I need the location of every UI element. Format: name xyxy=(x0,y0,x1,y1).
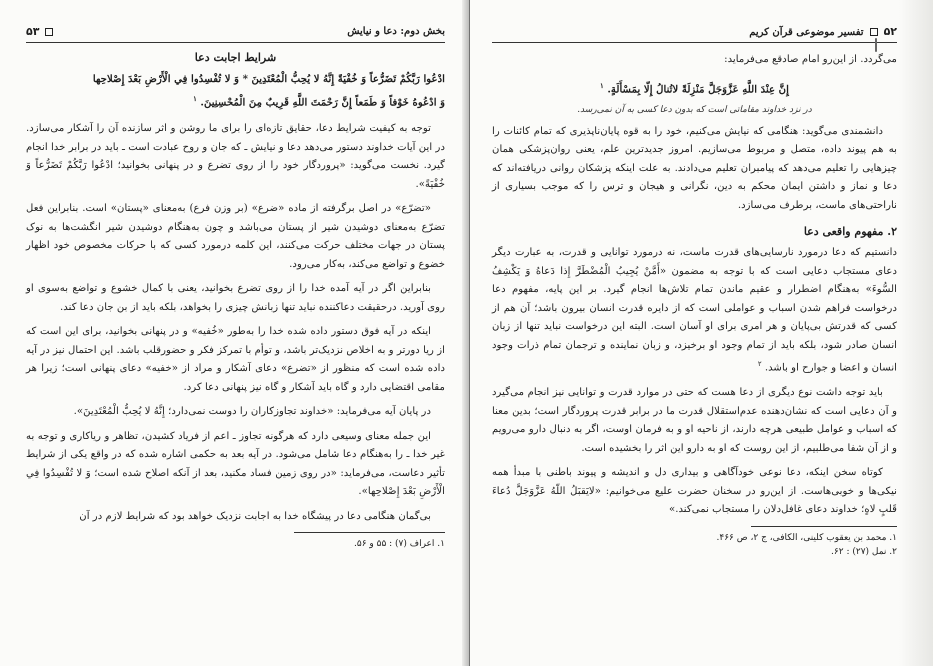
right-section-title: ۲. مفهوم واقعی دعا xyxy=(803,225,897,239)
left-paragraph-6: این جمله معنای وسیعی دارد که هرگونه تجاوز ـ اعم از فریاد کشیدن، تظاهر و ریاکاری و توجه به غیر خدا ـ را به‌هنگام دعا شامل می‌شود. در آیه بعد به حکمی اشاره شده که در واقع یکی از شرایط تأثیر دعاست، می‌فرماید: «در روی زمین فساد مکنید، بعد از آنکه اصلاح شده است؛ وَ لا تُفْسِدُوا فِي الْأَرْضِ بَعْدَ إِصْلاحِها». xyxy=(26,430,445,498)
left-header-title xyxy=(347,26,445,37)
page-edge-shadow xyxy=(899,0,933,666)
left-body-text xyxy=(26,120,445,526)
right-footnote-2: ۲. نمل (۲۷) : ۶۲. xyxy=(831,546,897,557)
right-footnotes xyxy=(492,531,897,559)
left-paragraph-7: بی‌گمان هنگامی دعا در پیشگاه خدا به اجابت نزدیک خواهد بود که شرایط لازم در آن xyxy=(79,510,431,522)
right-hadith-footnote-marker: ۱ xyxy=(600,80,604,90)
right-hadith-translation: در نزد خداوند مقاماتی است که بدون دعا کسی به آن نمی‌رسد. xyxy=(577,104,812,115)
right-hadith xyxy=(492,76,897,99)
left-section-title: شرایط اجابت دعا xyxy=(194,51,277,64)
right-intro xyxy=(492,51,897,70)
right-paragraph-2: دانستیم که دعا درمورد نارسایی‌های قدرت ماست، نه درمورد توانایی و قدرت، به عبارت دیگر دعای مستجاب دعایی است که با توجه به مضمون «أَمَّنْ يُجِيبُ الْمُضْطَرَّ إِذا دَعاهُ وَ يَكْشِفُ السُّوءَ» به‌هنگام اضطرار و عقیم ماندن تمام تلاش‌ها انجام گیرد. بر این پایه، مفهوم دعا درخواست فراهم شدن اسباب و عواملی است که از دایره قدرت انسان بیرون باشد؛ آن هم از کسی که قدرتش بی‌پایان و هر امری برای او آسان است. البته این درخواست نباید تنها از زبان انسان صادر شود، بلکه باید از تمام وجود او برخیزد، و زبان نماینده و ترجمان تمام ذرات وجود انسان و اعضا و جوارح او باشد. xyxy=(492,247,897,374)
right-body-text-top xyxy=(492,123,897,216)
left-footnotes xyxy=(26,537,445,551)
left-paragraph-2: «تضرّع» در اصل برگرفته از ماده «ضرع» (بر وزن فرع) به‌معنای «پستان» است. بنابراین فعل تضرّع به‌معنای دوشیدن شیر از پستان می‌باشد و چون به‌هنگام دوشیدن شیر انگشت‌ها به نوک پستان در جهات مختلف حرکت می‌کنند، این کلمه درمورد کسی که با حرکات مخصوص خود اظهار خضوع و تواضع می‌کند، به‌کار می‌رود. xyxy=(26,203,445,270)
right-paragraph-3: باید توجه داشت نوع دیگری از دعا هست که حتی در موارد قدرت و توانایی نیز انجام می‌گیرد و آن دعایی است که نشان‌دهنده عدم‌استقلال قدرت ما در برابر قدرت پروردگار است؛ بدین معنا که اسباب و عوامل طبیعی هرچه دارند، از ناحیه او و به فرمان اوست، اگر به دنبال دارو می‌رویم و از آن شفا می‌طلبیم، از این روست که او به دارو این اثر را بخشیده است. xyxy=(492,387,897,454)
left-paragraph-3: بنابراین اگر در آیه آمده خدا را از روی تضرع بخوانید، یعنی با کمال خشوع و تواضع به‌سوی او روی آورید. درحقیقت دعاکننده نباید تنها زبانش چیزی را بخواهد، بلکه باید از بن جان دعا کند. xyxy=(26,283,445,313)
left-footnote-1: ۱. اعراف (۷) : ۵۵ و ۵۶. xyxy=(353,539,445,550)
square-ornament-icon xyxy=(45,28,53,36)
left-page-header xyxy=(26,22,445,43)
right-header-title: تفسیر موضوعی قرآن کریم xyxy=(749,26,864,38)
left-verse-line-2-wrap xyxy=(26,89,445,112)
right-footnote-divider xyxy=(751,526,897,527)
right-page-number: ۵۲ xyxy=(883,24,897,38)
left-verse-footnote-marker: ۱ xyxy=(193,94,197,103)
left-paragraph-1: توجه به کیفیت شرایط دعا، حقایق تازه‌ای را برای ما روشن و اثر سازنده آن را آشکار می‌سازد. در این آیات خداوند دستور می‌دهد دعا و نیایش ـ که جان و روح عبادت است ـ باید در برابر خدا انجام گیرد. نخست می‌گوید: «پروردگار خود را از روی تضرع و در پنهانی بخوانید؛ ادْعُوا رَبَّكُمْ تَضَرُّعاً وَ خُفْيَةً». xyxy=(26,123,445,190)
right-body-text-bottom xyxy=(492,244,897,519)
right-footnote-1: ۱. محمد بن یعقوب کلینی، الکافی، ج ۲، ص ۴۶۶. xyxy=(716,532,897,543)
left-footnote-divider xyxy=(294,532,445,533)
left-header-pagenum-group xyxy=(26,25,59,38)
left-verse xyxy=(26,70,445,112)
left-paragraph-5: در پایان آیه می‌فرماید: «خداوند تجاوزکاران را دوست نمی‌دارد؛ إِنَّهُ لا يُحِبُّ الْمُعْتَدِينَ». xyxy=(73,406,431,418)
right-hadith-text: إِنَّ عِنْدَ اللَّهِ عَزَّوَجَلَّ مَنْزِلَةً لاتُنالُ إِلّا بِمَسْأَلَةٍ. xyxy=(607,82,789,95)
right-page-header xyxy=(492,22,897,43)
page-edge-mark xyxy=(875,38,877,52)
left-paragraph-4: اینکه در آیه فوق دستور داده شده خدا را به‌طور «خُفیه» و در پنهانی بخوانید، برای این است که از ریا دورتر و به اخلاص نزدیک‌تر باشد، و توأم با تمرکز فکر و حضورقلب باشد. این احتمال نیز در آیه داده شده است که منظور از «تضرع» دعای آشکار و مراد از «خفیه» دعای پنهانی است؛ زیرا هر مقامی اقتضایی دارد و گاه باید آشکار و گاه نیز پنهانی دعا کرد. xyxy=(26,326,445,393)
left-verse-line-2: وَ ادْعُوهُ خَوْفاً وَ طَمَعاً إِنَّ رَحْمَتَ اللَّهِ قَرِيبٌ مِنَ الْمُحْسِنِينَ. xyxy=(200,96,445,109)
right-paragraph-4: کوتاه سخن اینکه، دعا نوعی خودآگاهی و بیداری دل و اندیشه و پیوند باطنی با مبدأ همه نیکی‌ها و خوبی‌هاست. از این‌رو در سخنان حضرت علیع می‌خوانیم: «لايَقبَلُ اللّهُ عَزَّوَجَلَّ دُعاءَ قَلبٍ لاهٍ؛ خداوند دعای غافل‌دلان را مستجاب نمی‌کند.» xyxy=(492,467,897,516)
right-intro-line: می‌گردد. از این‌رو امام صادقع می‌فرماید: xyxy=(724,54,897,65)
left-page-number: ۵۳ xyxy=(26,24,40,38)
right-inline-footnote-marker: ۲ xyxy=(757,360,762,369)
right-page xyxy=(470,0,933,666)
right-paragraph-1: دانشمندی می‌گوید: هنگامی که نیایش می‌کنیم، خود را به قوه پایان‌ناپذیری که تمام کائنات را به هم پیوند داده، متصل و مربوط می‌سازیم. امروز جدیدترین علم، یعنی روان‌پزشکی همان چیزهایی را تعلیم می‌دهد که پیامبران تعلیم می‌دادند. به علت اینکه پزشکان روانی دریافته‌اند که دعا و نماز و داشتن ایمان محکم به دین، نگرانی و هیجان و ترس را که موجب بسیاری از ناراحتی‌های ماست، برطرف می‌سازد. xyxy=(492,125,897,211)
right-header-pagenum-group xyxy=(749,25,897,38)
right-paragraph-2-wrap xyxy=(492,244,897,378)
left-verse-line-1: ادْعُوا رَبَّكُمْ تَضَرُّعاً وَ خُفْيَةً إِنَّهُ لا يُحِبُّ الْمُعْتَدِينَ * وَ لا تُفْسِدُوا فِي الْأَرْضِ بَعْدَ إِصْلاحِها xyxy=(92,73,445,85)
square-ornament-icon xyxy=(870,28,878,36)
left-header-title-text: بخش دوم: دعا و نیایش xyxy=(347,25,445,37)
